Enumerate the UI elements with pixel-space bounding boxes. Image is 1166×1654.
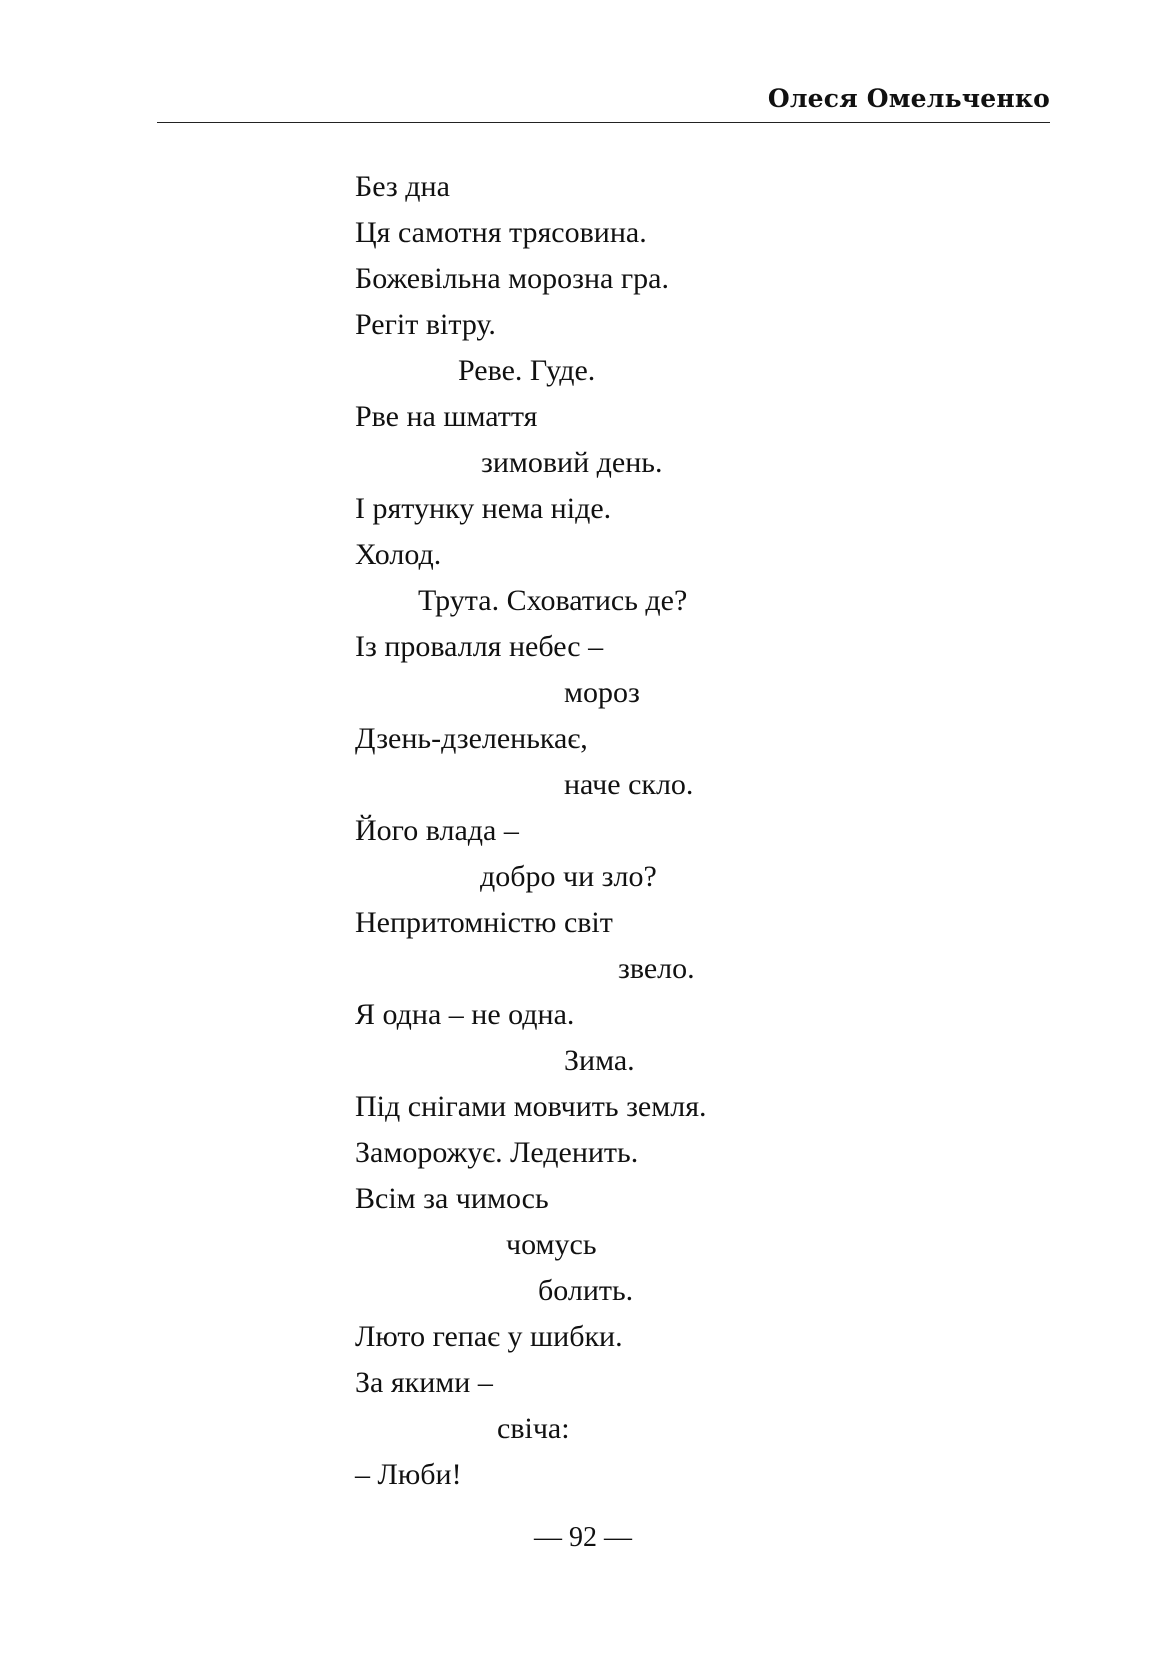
poem-line: І рятунку нема ніде. — [355, 492, 612, 525]
poem-line: Я одна – не одна. — [355, 998, 575, 1031]
header-author-name: Олеся Омельченко — [767, 84, 1050, 113]
poem-line: Всім за чимось — [355, 1182, 549, 1215]
poem-line: Під снігами мовчить земля. — [355, 1090, 707, 1123]
poem-line: Ця самотня трясовина. — [355, 216, 647, 249]
poem-line: Заморожує. Леденить. — [355, 1136, 639, 1169]
poem-line: Холод. — [355, 538, 442, 571]
poem-line: Регіт вітру. — [355, 308, 496, 341]
poem-line: Без дна — [355, 170, 450, 203]
poem-line: свіча: — [497, 1412, 570, 1445]
poem-line: Рве на шмаття — [355, 400, 538, 433]
poem-line: добро чи зло? — [480, 860, 657, 893]
poem-line: чомусь — [506, 1228, 597, 1261]
poem-line: – Люби! — [355, 1458, 462, 1491]
poem-line: Зима. — [564, 1044, 635, 1077]
poem-line: звело. — [618, 952, 695, 985]
poem-line: наче скло. — [564, 768, 694, 801]
running-header — [157, 82, 1050, 123]
poem-line: Реве. Гуде. — [458, 354, 596, 387]
poem-line: Трута. Сховатись де? — [418, 584, 688, 617]
poem-line: За якими – — [355, 1366, 493, 1399]
poem-line: Дзень-дзеленькає, — [355, 722, 588, 755]
poem-line: Люто гепає у шибки. — [355, 1320, 623, 1353]
poem-text — [355, 164, 875, 1498]
poem-line: Непритомністю світ — [355, 906, 613, 939]
poem-line: мороз — [564, 676, 640, 709]
poem-line: зимовий день. — [481, 446, 663, 479]
poem-line: Його влада – — [355, 814, 519, 847]
poem-line: Із провалля небес – — [355, 630, 604, 663]
poem-line: Божевільна морозна гра. — [355, 262, 669, 295]
page-number: — 92 — — [534, 1522, 632, 1553]
poem-line: болить. — [538, 1274, 634, 1307]
